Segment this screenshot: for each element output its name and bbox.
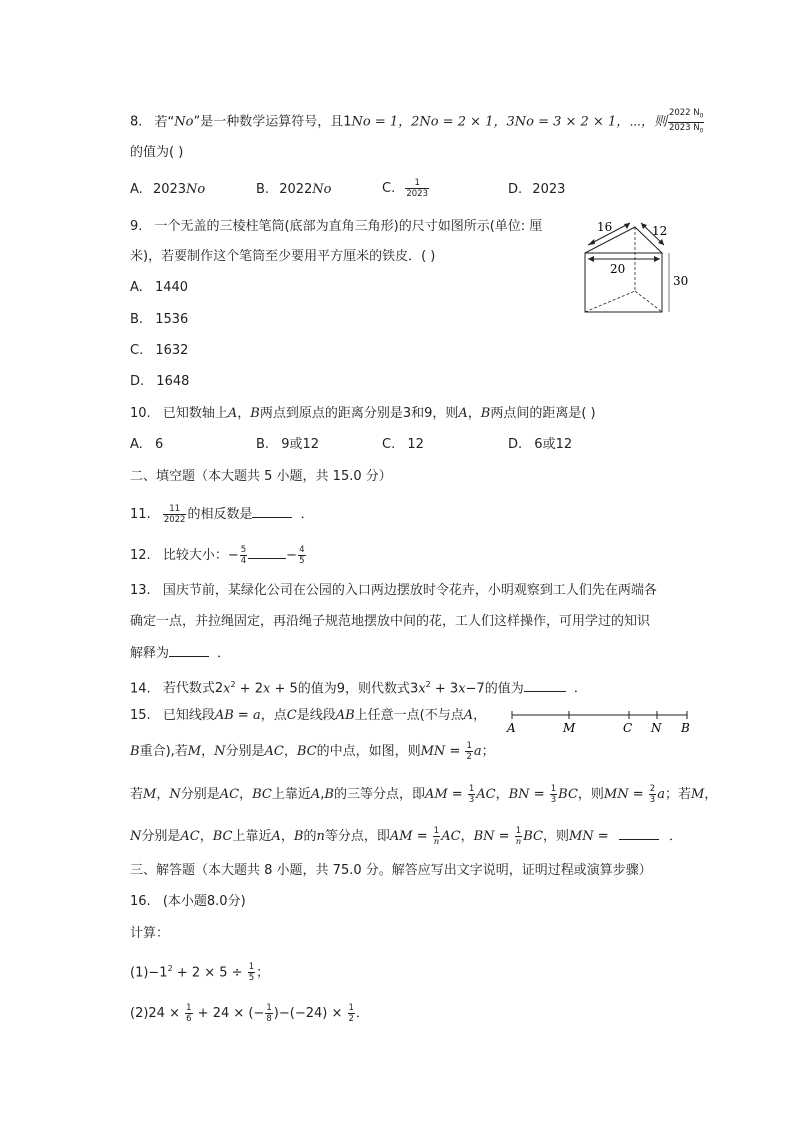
- exp-2: 2: [167, 964, 173, 973]
- q16-p1-fraction: [248, 962, 255, 983]
- var-x: x: [458, 681, 466, 697]
- question-number: 16.: [130, 894, 151, 909]
- question-9-line1: [130, 218, 542, 236]
- option-value: No: [186, 182, 206, 197]
- frac-num: 1: [515, 826, 522, 836]
- frac-den: 2: [466, 752, 472, 762]
- q16-calc: 计算：: [130, 926, 170, 941]
- q8-eq: No = 2 × 1，3: [419, 114, 515, 130]
- q10-text: 已知数轴上: [162, 406, 228, 421]
- q15-var: a: [473, 744, 482, 759]
- frac-den: 3: [468, 795, 475, 805]
- dim-30-label: 30: [673, 274, 689, 288]
- q15-text: ，则: [577, 787, 604, 802]
- question-number: 13.: [130, 583, 151, 598]
- question-16-header: [130, 893, 246, 911]
- option-label: D.: [508, 182, 523, 197]
- q16-expr: )−(−24) ×: [273, 1006, 347, 1021]
- frac-num: 1: [550, 784, 557, 794]
- q9-option-a[interactable]: [130, 279, 188, 297]
- option-value: 1648: [156, 374, 190, 389]
- question-number: 10.: [130, 406, 151, 421]
- q14-text: −7的值为: [465, 681, 524, 697]
- option-value: 2022: [279, 182, 313, 197]
- q15-var: AM: [424, 787, 448, 802]
- q15-var: A: [310, 787, 321, 802]
- q15-text: 上靠近: [271, 787, 311, 802]
- question-15-line1: [130, 707, 486, 725]
- frac-den: n: [515, 837, 522, 847]
- exp-2: 2: [230, 680, 236, 689]
- frac-num: 2: [649, 784, 656, 794]
- frac-num: 1: [348, 1003, 354, 1013]
- frac-den: 5: [299, 556, 305, 566]
- q14-end: ．: [573, 681, 587, 697]
- q15-var: C: [286, 708, 297, 723]
- frac-den: 2023: [406, 189, 428, 199]
- frac-den: 4: [240, 556, 247, 566]
- q15-var: B: [293, 829, 304, 844]
- option-label: A.: [130, 182, 143, 197]
- q15-var: AB: [214, 708, 234, 723]
- q15-var: N: [130, 829, 142, 844]
- option-label: B.: [130, 312, 144, 327]
- point-m-label: M: [563, 721, 576, 735]
- question-16-part1: [130, 960, 269, 983]
- q15-text: 是线段: [296, 708, 336, 723]
- q15-var: M: [187, 744, 202, 759]
- q15-var: A: [271, 829, 281, 844]
- q8-fraction: [668, 108, 705, 136]
- frac-num: 11: [163, 504, 187, 515]
- dim-12-label: 12: [652, 224, 668, 238]
- q9-text: 一个无盖的三棱柱笔筒(底部为直角三角形)的尺寸如图所示(单位: 厘: [154, 219, 543, 234]
- q15-var: AC: [264, 744, 284, 759]
- frac-den: 8: [266, 1014, 272, 1024]
- q8-option-c[interactable]: [382, 178, 430, 199]
- q15-two-thirds: [649, 784, 656, 805]
- point-c-label: C: [623, 721, 633, 735]
- question-9-line2: [130, 248, 435, 266]
- q15-text: 的: [303, 829, 317, 844]
- q15-var: AC: [441, 829, 461, 844]
- frac-den: n: [433, 837, 440, 847]
- q8-tail: 的值为( ): [130, 145, 184, 160]
- option-label: D.: [130, 374, 145, 389]
- q12-fraction-2: [298, 545, 305, 566]
- option-label: C.: [382, 437, 396, 452]
- question-13-line3: [130, 645, 230, 663]
- q8-option-d[interactable]: [508, 181, 565, 199]
- q15-var: MN: [603, 787, 629, 802]
- q15-text: =: [445, 744, 465, 759]
- frac-num: 4: [299, 545, 305, 555]
- q8-frac-den-sub: 0: [699, 127, 704, 135]
- answer-blank[interactable]: [169, 656, 209, 657]
- q13-end: ．: [217, 646, 231, 661]
- q15-var: n: [316, 829, 325, 844]
- q15-text: =: [233, 708, 253, 723]
- q16-expr: (2)24 ×: [130, 1006, 185, 1021]
- q15-text: 的三等分点，即: [333, 787, 425, 802]
- q8-eq: No = 1，2: [351, 114, 420, 130]
- option-value: 9或12: [281, 437, 320, 452]
- q16-expr: + 2 × 5 ÷: [172, 965, 247, 981]
- q15-var: BC: [523, 829, 543, 844]
- q8-option-b[interactable]: [256, 181, 332, 199]
- option-value: 6或12: [534, 437, 573, 452]
- question-8-line1: [130, 108, 705, 136]
- section-title: 二、填空题（本大题共 5 小题，共 15.0 分）: [130, 469, 392, 484]
- q15-text: 分别是: [141, 829, 181, 844]
- option-label: B.: [256, 182, 270, 197]
- q16-expr: ；: [256, 965, 270, 981]
- q16-p2-fraction-2: [265, 1003, 272, 1024]
- question-number: 8.: [130, 114, 143, 130]
- q9-option-d[interactable]: [130, 373, 189, 391]
- q13-text: 国庆节前，某绿化公司在公园的入口两边摆放时令花卉，小明观察到工人们先在两端各: [162, 583, 657, 598]
- q15-text: 等分点，即: [324, 829, 390, 844]
- frac-den: 3: [550, 795, 557, 805]
- question-8-line2: [130, 144, 183, 162]
- option-value: 1440: [154, 280, 189, 295]
- option-fraction: [405, 178, 429, 199]
- q11-fraction: [163, 504, 187, 525]
- option-value: No: [312, 182, 332, 197]
- option-value: 6: [154, 437, 164, 452]
- q15-var: BN: [473, 829, 495, 844]
- q14-text: + 5的值为9，则代数式3: [270, 681, 419, 697]
- q15-text: 分别是: [180, 787, 220, 802]
- option-label: C.: [382, 181, 396, 196]
- point-n-label: N: [651, 721, 662, 735]
- frac-num: 1: [468, 784, 475, 794]
- frac-den: 3: [649, 795, 656, 805]
- q10-var: B: [250, 406, 260, 421]
- q15-var: A: [463, 708, 474, 723]
- answer-blank[interactable]: [619, 839, 659, 840]
- question-11-line: [130, 504, 314, 525]
- q13-text: 解释为: [130, 646, 170, 661]
- q15-var: a: [252, 708, 261, 723]
- q15-third-2: [550, 784, 557, 805]
- q16-score: (本小题8.0分): [162, 894, 246, 909]
- option-value: 1536: [155, 312, 189, 327]
- q15-var: AC: [219, 787, 240, 802]
- q10-text: 两点间的距离是( ): [490, 406, 596, 421]
- segment-figure: [505, 707, 695, 735]
- q15-n-frac-1: [433, 826, 440, 847]
- option-label: C.: [130, 343, 144, 358]
- q15-var: MN: [568, 829, 594, 844]
- frac-num: 5: [240, 545, 247, 555]
- frac-den: 5: [248, 973, 255, 984]
- frac-num: 1: [186, 1003, 192, 1013]
- q15-text: ，则: [542, 829, 569, 844]
- frac-num: 1: [405, 178, 429, 189]
- q16-expr: ．: [355, 1006, 369, 1021]
- q15-var: BC: [212, 829, 233, 844]
- q8-no-symbol: No: [174, 114, 194, 130]
- q10-var: B: [480, 406, 491, 421]
- q14-text: + 2: [235, 681, 263, 697]
- q15-text: 已知线段: [162, 708, 215, 723]
- q10-option-d[interactable]: [508, 436, 572, 454]
- q13-text: 确定一点，并拉绳固定，再沿绳子规范地摆放中间的花，工人们这样操作，可用学过的知识: [130, 614, 651, 629]
- q15-var: AM: [389, 829, 413, 844]
- q8-frac-num: 2022 N: [668, 108, 700, 118]
- q15-text: ，点: [260, 708, 287, 723]
- q15-text: 的中点，如图，则: [316, 744, 421, 759]
- dim-20-label: 20: [610, 262, 626, 276]
- q15-var: AB: [335, 708, 355, 723]
- frac-num: 1: [466, 741, 472, 751]
- q11-text: 的相反数是: [187, 507, 253, 522]
- q15-var: BC: [296, 744, 317, 759]
- exp-2: 2: [425, 680, 431, 689]
- option-label: A.: [130, 437, 143, 452]
- question-number: 9.: [130, 219, 143, 234]
- q15-text: 分别是: [225, 744, 265, 759]
- q8-text: 若“: [154, 114, 175, 130]
- q16-expr: (1)−1: [130, 965, 168, 981]
- q15-text: ，: [473, 708, 487, 723]
- frac-num: 1: [248, 962, 255, 973]
- section-2-heading: [130, 468, 392, 486]
- answer-blank[interactable]: [248, 558, 286, 559]
- q12-fraction-1: [240, 545, 247, 566]
- point-b-label: B: [681, 721, 690, 735]
- q15-text: ；若: [664, 787, 691, 802]
- question-12-line: 12. 比较大小：− $\frac{5}{4}$ − $\frac{4}{5}$: [130, 545, 305, 566]
- section-3-heading: [130, 862, 652, 880]
- q14-text: 若代数式2: [162, 681, 224, 697]
- question-number: 12.: [130, 548, 151, 563]
- q15-var: MN: [420, 744, 446, 759]
- dim-16-label: 16: [597, 220, 613, 234]
- frac-den: 2: [348, 1014, 354, 1024]
- question-13-line1: [130, 582, 657, 600]
- var-x: x: [223, 681, 231, 697]
- question-number: 14.: [130, 681, 151, 697]
- q15-text: 若: [130, 787, 144, 802]
- q15-var: B: [130, 744, 140, 759]
- point-a-label: A: [507, 721, 516, 735]
- question-15-line2: B重合),若M，N分别是AC，BC的中点，如图，则MN = $\frac{1}{2}$ a；: [130, 741, 495, 762]
- q10-text: ，: [237, 406, 251, 421]
- frac-num: 1: [433, 826, 440, 836]
- q8-option-a[interactable]: [130, 181, 205, 199]
- q15-text: ；: [481, 744, 495, 759]
- question-15-line3: 若M，N分别是AC，BC上靠近A,B的三等分点，即AM = $\frac{1}{3}$ AC，BN = $\frac{1}{3}$ BC，则MN = $\frac{2}{3}$ a；若M，: [130, 784, 718, 805]
- q15-var: BC: [558, 787, 578, 802]
- answer-blank[interactable]: [524, 691, 566, 692]
- question-number: 15.: [130, 708, 151, 723]
- q15-var: M: [690, 787, 705, 802]
- section-title: 三、解答题（本大题共 8 小题，共 75.0 分。解答应写出文字说明，证明过程或演算步骤）: [130, 863, 652, 878]
- q8-frac-den: 2023 N: [668, 122, 700, 133]
- question-16-calc-label: [130, 925, 169, 943]
- q9-option-b[interactable]: [130, 311, 188, 329]
- var-x: x: [262, 681, 271, 697]
- q15-var: AC: [476, 787, 496, 802]
- option-label: D.: [508, 437, 523, 452]
- question-number: 11.: [130, 507, 151, 522]
- q14-text: + 3: [430, 681, 459, 697]
- question-16-part2: [130, 1003, 369, 1024]
- q15-var: BN: [508, 787, 530, 802]
- q15-n-frac-2: [515, 826, 522, 847]
- option-label: B.: [256, 437, 270, 452]
- q10-var: A: [458, 406, 468, 421]
- question-10-line: [130, 405, 596, 423]
- q10-var: A: [227, 406, 238, 421]
- q16-p2-fraction-1: [185, 1003, 192, 1024]
- q10-text: 两点到原点的距离分别是3和9，则: [259, 406, 459, 421]
- answer-blank[interactable]: [252, 517, 292, 518]
- question-13-line2: [130, 613, 650, 631]
- q15-text: 上任意一点(不与点: [354, 708, 464, 723]
- q8-eq: No = 3 × 2 × 1，⋯，则: [514, 114, 667, 130]
- q15-third-1: [468, 784, 475, 805]
- q10-option-b[interactable]: [256, 436, 319, 454]
- q16-expr: + 24 × (−: [193, 1006, 265, 1021]
- frac-num: 1: [266, 1003, 272, 1013]
- q8-text: ”是一种数学运算符号，且1: [193, 114, 352, 130]
- q10-option-a[interactable]: [130, 436, 163, 454]
- q10-option-c[interactable]: [382, 436, 424, 454]
- option-label: A.: [130, 280, 143, 295]
- option-value: 2023: [532, 182, 566, 197]
- q9-text: 米)，若要制作这个笔筒至少要用平方厘米的铁皮．( ): [130, 249, 436, 264]
- option-value: 12: [407, 437, 424, 452]
- q15-var: BC: [252, 787, 272, 802]
- option-value: 2023: [152, 182, 187, 197]
- q15-end: ．: [668, 829, 682, 844]
- q15-var: AC: [180, 829, 200, 844]
- option-value: 1632: [155, 343, 189, 358]
- q9-option-c[interactable]: [130, 342, 188, 360]
- frac-den: 2022: [163, 515, 186, 525]
- prism-figure: [580, 215, 700, 317]
- q15-var: M: [143, 787, 157, 802]
- q15-var: N: [214, 744, 226, 759]
- q15-text: 上靠近: [232, 829, 272, 844]
- q15-var: a: [657, 787, 665, 802]
- q15-text: 重合),若: [139, 744, 188, 759]
- q10-text: ，: [467, 406, 481, 421]
- question-14-line: [130, 676, 587, 698]
- q12-text: 比较大小：: [162, 548, 228, 563]
- frac-den: 6: [186, 1014, 192, 1024]
- q15-var: N: [169, 787, 181, 802]
- question-15-line4: N分别是AC，BC上靠近A，B的n等分点，即AM = $\frac{1}{n}$ AC，BN = $\frac{1}{n}$ BC，则MN = ．: [130, 826, 682, 847]
- q8-frac-num-sub: 0: [699, 112, 704, 120]
- q15-half: [465, 741, 472, 762]
- q16-p2-fraction-3: [348, 1003, 355, 1024]
- var-x: x: [418, 681, 426, 697]
- q11-end: ．: [300, 507, 314, 522]
- q15-var: B: [324, 787, 334, 802]
